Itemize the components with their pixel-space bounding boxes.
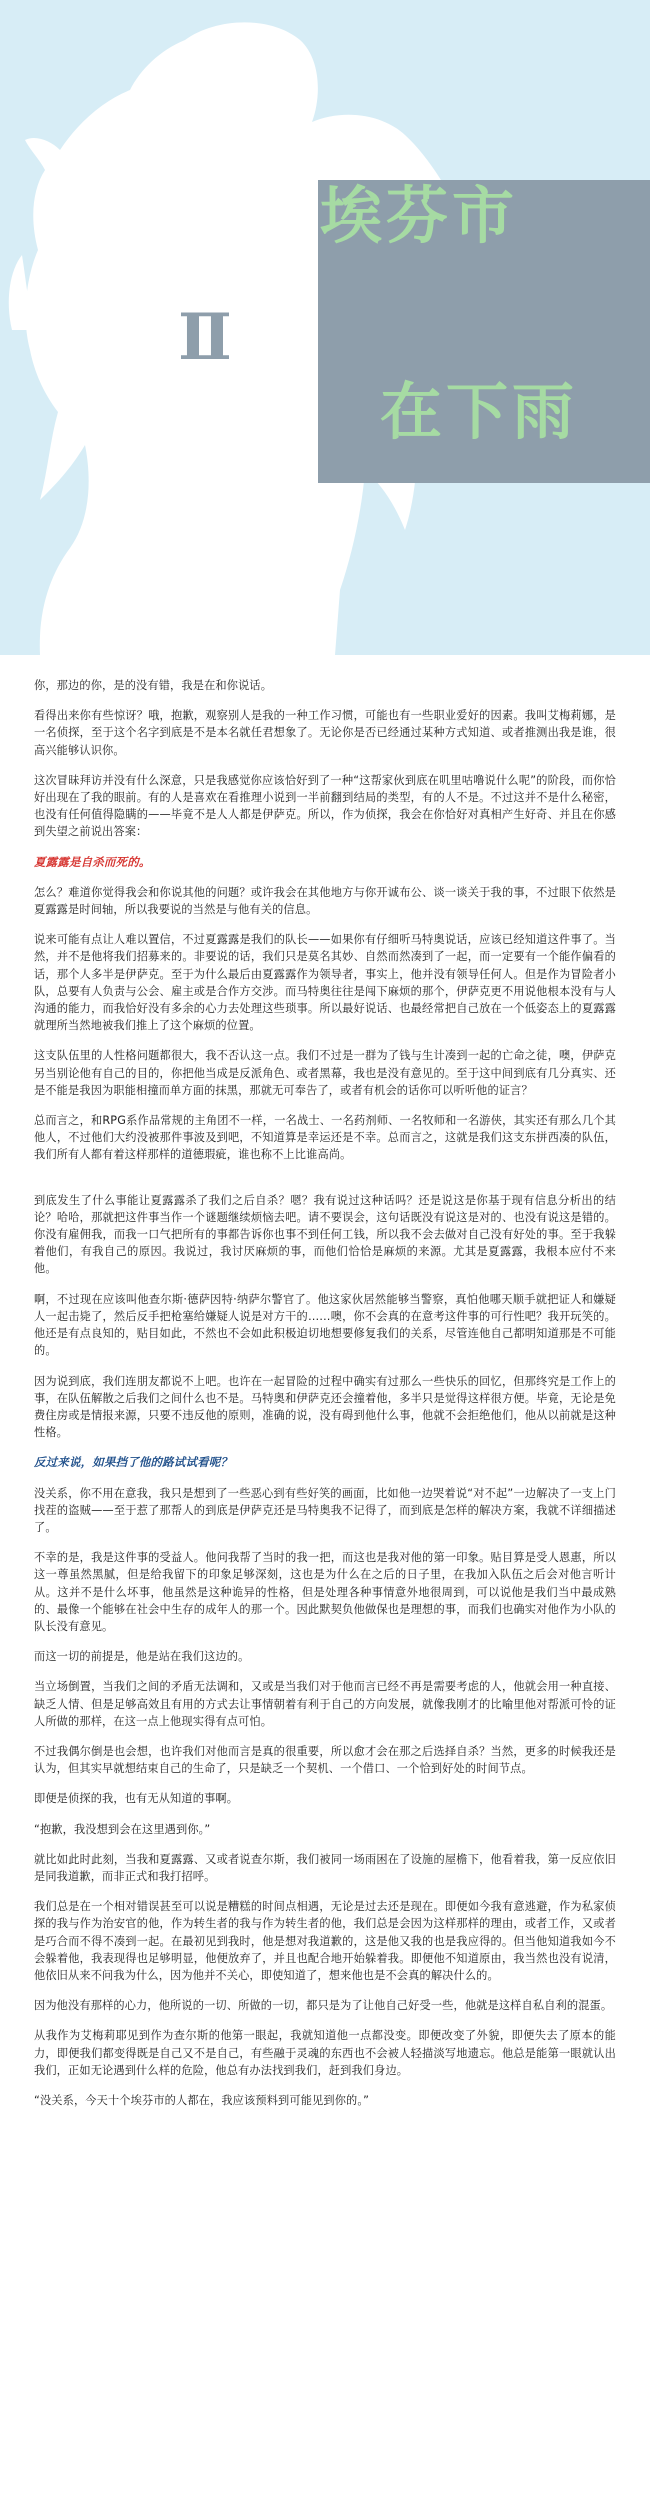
article-body [0,655,650,2162]
dialogue-quote: “没关系，今天十个埃芬市的人都在，我应该预料到可能见到你的。” [34,2094,370,2107]
dialogue-quote: “抱歉，我没想到会在这里遇到你。” [34,1822,211,1836]
paragraph: 当立场倒置，当我们之间的矛盾无法调和，又或是当我们对于他而言已经不再是需要考虑的人，他就会用一种直接、缺乏人情、但是足够高效且有用的方式去让事情朝着有利于自己的方向发展，就像我刚才的比喻里他对帮派可怜的证人所做的那样，在这一点上他现实得有点可怕。 [34,1680,616,1728]
cover-illustration [0,0,650,655]
paragraph: 因为他没有那样的心力，他所说的一切、所做的一切，都只是为了让他自己好受一些，他就是这样自私自利的混蛋。 [34,1999,613,2013]
title-line-1: 埃芬市 [320,179,519,252]
paragraph: 不过我偶尔倒是也会想，也许我们对他而言是真的很重要，所以愈才会在那之后选择自杀？当然，更多的时候我还是认为，但其实早就想结束自己的生命了，只是缺乏一个契机、一个借口、一个恰到好处的时间节点。 [34,1744,616,1776]
highlight-heading-red: 夏露露是自杀而死的。 [34,854,151,869]
paragraph: 说来可能有点让人难以置信，不过夏露露是我们的队长——如果你有仔细听马特奥说话，应该已经知道这件事了。当然，并不是他将我们招募来的。非要说的话，我们只是莫名其妙、自然而然凑到了一起，而一定要有一个能作偏看的话，那个人多半是伊萨克。至于为什么最后由夏露露作为领导者，事实上，他并没有领导任何人。但是作为冒险者小队，总要有人负责与公会、雇主或是合作方交涉。而马特奥往往是闯下麻烦的那个，伊萨克更不用说他根本没有与人沟通的能力，而我恰好没有多余的心力去处理这些琐事。所以最好说话、也最经常把自己放在一个低姿态上的夏露露就理所当然地被我们推上了这个麻烦的位置。 [34,933,616,1033]
title-line-2: 在下雨 [380,375,579,448]
paragraph: 看得出来你有些惊讶？哦，抱歉，观察别人是我的一种工作习惯，可能也有一些职业爱好的因素。我叫艾梅莉娜，是一名侦探，至于这个名字到底是不是本名就任君想象了。无论你是否已经通过某种方式知道、或者推测出我是谁，很高兴能够认识你。 [34,709,616,757]
paragraph: 不幸的是，我是这件事的受益人。他问我帮了当时的我一把，而这也是我对他的第一印象。贴目算是受人恩惠，所以这一尊虽然黑腻，但是给我留下的印象足够深刻，这也是为什么在之后的日子里，在我加入队伍之后会对他言听计从。这并不是什么坏事，他虽然是这种诡异的性格，但是处理各种事情意外地很周到，可以说他是我们当中最成熟的、最像一个能够在社会中生存的成年人的那一个。因此默契负他做保也是理想的事，而我们也确实对他作为小队的队长没有意见。 [34,1551,616,1633]
volume-numeral: Ⅱ [178,300,232,375]
paragraph: 啊，不过现在应该叫他查尔斯·德萨因特·纳萨尔警官了。他这家伙居然能够当警察，真怕他哪天顺手就把证人和嫌疑人一起击毙了，然后反手把枪塞给嫌疑人说是对方干的……噢，你不会真的在意考这件事的可行性吧？我开玩笑的。他还是有点良知的，贴目如此，不然也不会如此积极迫切地想要修复我们的关系，尽管连他自己都明知道那是不可能的。 [34,1292,616,1358]
paragraph: 到底发生了什么事能让夏露露杀了我们之后自杀？嗯？我有说过这种话吗？还是说这是你基于现有信息分析出的结论？哈哈，那就把这件事当作一个谜题继续烦恼去吧。请不要误会，这句话既没有说这是对的、也没有说这是错的。你没有雇佣我，而我一口气把所有的事都告诉你也事不到任何工钱，所以我不会去做对自己没有好处的事。至于我躲着他们，有我自己的原因。我说过，我讨厌麻烦的事，而他们恰恰是麻烦的来源。尤其是夏露露，我根本应付不来他。 [34,1193,616,1276]
paragraph: 而这一切的前提是，他是站在我们这边的。 [34,1650,250,1664]
paragraph: 总而言之，和RPG系作品常规的主角团不一样，一名战士、一名药剂师、一名牧师和一名游侠，其实还有那么几个其他人，不过他们大约没被那件事波及到吧，不知道算是幸运还是不幸。总而言之，这就是我们这支东拼西凑的队伍，我们所有人都有着这样那样的道德瑕疵，谁也称不上比谁高尚。 [34,1114,616,1162]
paragraph: 因为说到底，我们连朋友都说不上吧。也许在一起冒险的过程中确实有过那么一些快乐的回忆，但那终究是工作上的事，在队伍解散之后我们之间什么也不是。马特奥和伊萨克还会撞着他，多半只是觉得这样很方便。毕竟，无论是免费住房或是情报来源，只要不违反他的原则，准确的说，没有碍到他什么事，他就不会拒绝他们，他从以前就是这种性格。 [34,1374,616,1440]
paragraph: 没关系，你不用在意我，我只是想到了一些恶心到有些好笑的画面，比如他一边哭着说“对不起”一边解决了一支上门找茬的盗贼——至于惹了那帮人的到底是伊萨克还是马特奥我不记得了，而到底是怎样的解决方案，我就不详细描述了。 [34,1486,616,1534]
paragraph: 从我作为艾梅莉耶见到作为查尔斯的他第一眼起，我就知道他一点都没变。即便改变了外貌，即便失去了原本的能力，即便我们都变得既是自己又不是自己，有些融于灵魂的东西也不会被人轻描淡写地遗忘。他总是能第一眼就认出我们，正如无论遇到什么样的危险，他总有办法找到我们，赶到我们身边。 [34,2029,616,2077]
paragraph: 即便是侦探的我，也有无从知道的事啊。 [34,1792,239,1806]
paragraph: 这次冒昧拜访并没有什么深意，只是我感觉你应该恰好到了一种“这帮家伙到底在叽里咕噜说什么呢”的阶段，而你恰好出现在了我的眼前。有的人是喜欢在看推理小说到一半前翻到结局的类型，有的人不是。不过这并不是什么秘密，也没有任何值得隐瞒的——毕竟不是人人都是伊萨克。所以，作为侦探，我会在你恰好对真相产生好奇、并且在你感到失望之前说出答案： [34,773,616,839]
paragraph: 你，那边的你，是的没有错，我是在和你说话。 [34,679,273,692]
paragraph: 这支队伍里的人性格问题都很大，我不否认这一点。我们不过是一群为了钱与生计凑到一起的亡命之徒，噢，伊萨克另当别论他有自己的目的，你把他当成是反派角色、或者黑幕，我也是没有意见的。至于这中间到底有几分真实、还是不能是我因为职能相撞而单方面的抹黑，那就无可奉告了，或者有机会的话你可以听听他的证言？ [34,1049,616,1097]
paragraph: 怎么？难道你觉得我会和你说其他的问题？或许我会在其他地方与你开诚布公、谈一谈关于我的事，不过眼下依然是夏露露是时间轴，所以我要说的当然是与他有关的信息。 [34,885,616,917]
paragraph: 就比如此时此刻，当我和夏露露、又或者说查尔斯，我们被同一场雨困在了设施的屋檐下，他看着我，第一反应依旧是同我道歉，而非正式和我打招呼。 [34,1852,616,1883]
highlight-heading-blue: 反过来说，如果挡了他的路试试看呢？ [34,1455,233,1470]
paragraph: 我们总是在一个相对错误甚至可以说是糟糕的时间点相遇，无论是过去还是现在。即便如今我有意逃避，作为私家侦探的我与作为治安官的他，作为转生者的我与作为转生者的他，我们总是会因为这样那样的理由，或者工作，又或者是巧合而不得不凑到一起。在最初见到我时，他是想对我道歉的，这是他又我的也是我应得的。但当他知道我如今不会躲着他，我表现得也足够明显，他便放弃了，并且也配合地开始躲着我。即便他不知道原由，我当然也没有说清，他依旧从来不问我为什么，因为他并不关心，即使知道了，想来他也是不会真的解决什么的。 [34,1900,616,1982]
